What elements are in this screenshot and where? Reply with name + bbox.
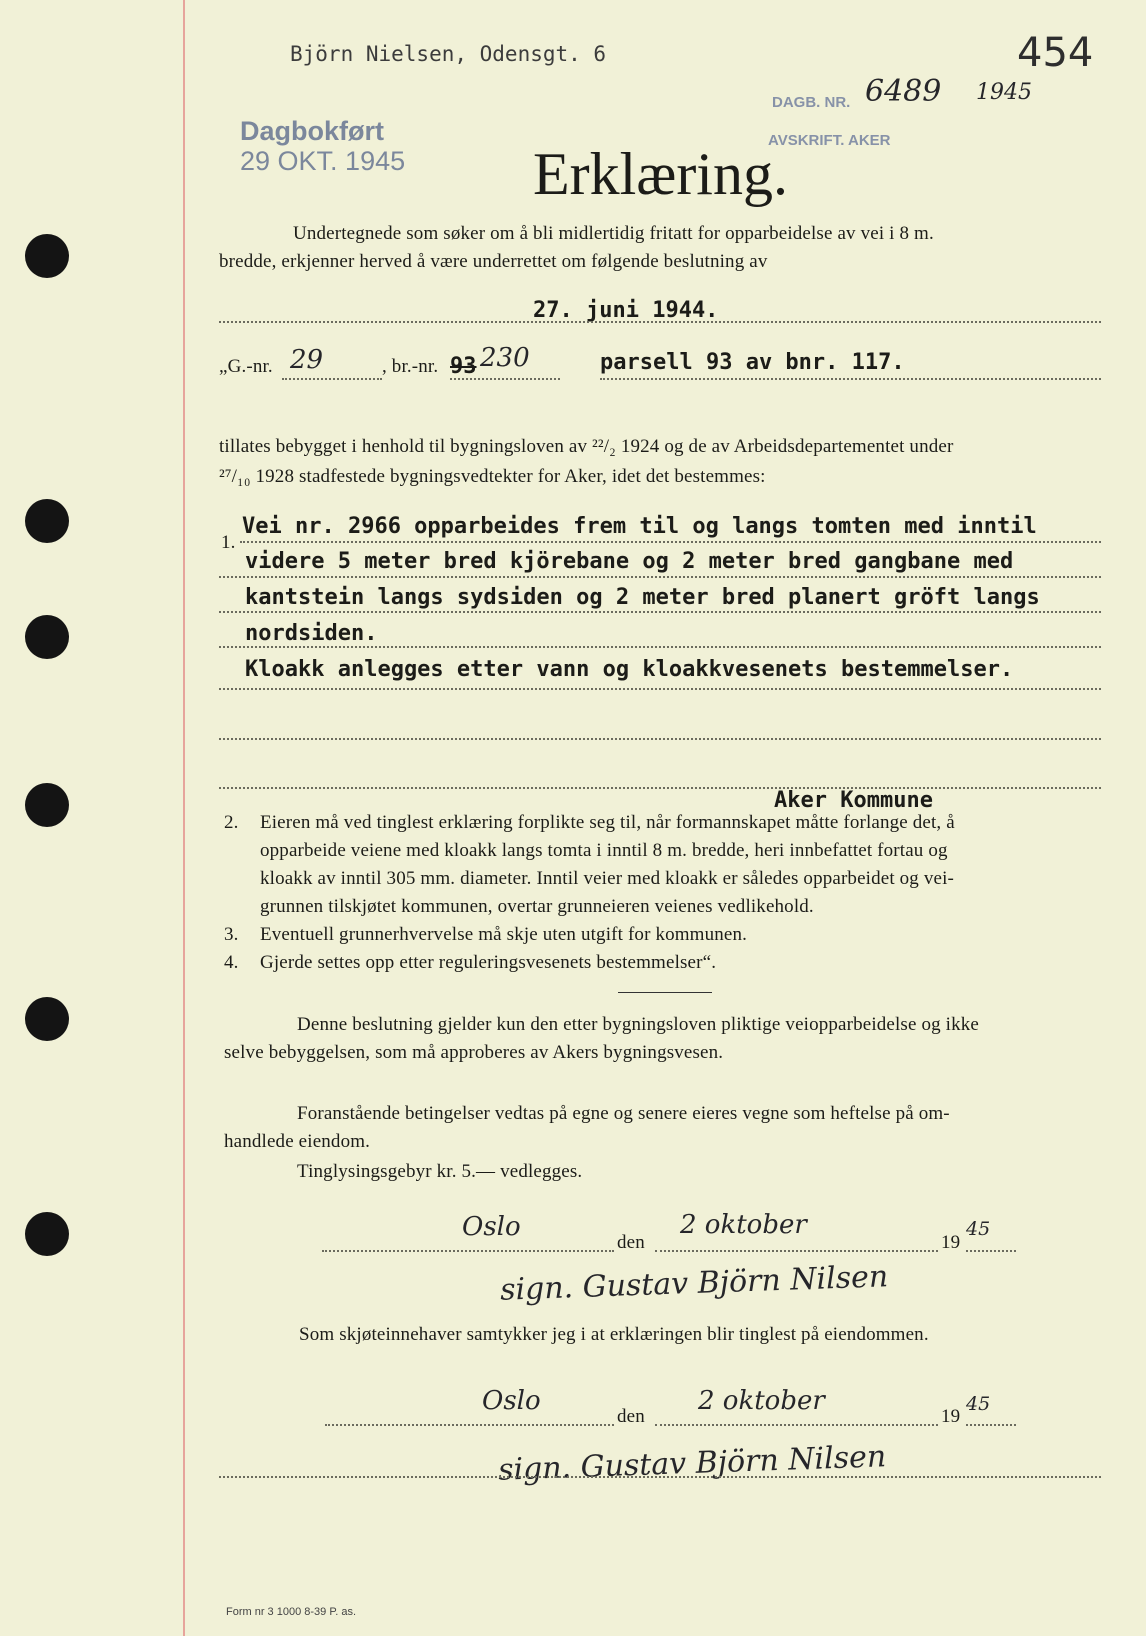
condition4-line: Gjerde settes opp etter reguleringsvesenets bestemmelser“. — [260, 952, 717, 973]
parcel-text: parsell 93 av bnr. 117. — [600, 350, 905, 375]
condition1-line: kantstein langs sydsiden og 2 meter bred planert gröft langs — [245, 585, 1040, 610]
dotted-line — [450, 378, 560, 380]
note-line: Denne beslutning gjelder kun den etter bygningsloven pliktige veiopparbeidelse og ikke — [297, 1014, 979, 1035]
permit-line: tillates bebygget i henhold til bygningsloven av ²²/₂ 1924 og de av Arbeidsdepartementet under — [219, 436, 954, 457]
condition3-line: Eventuell grunnerhvervelse må skje uten utgift for kommunen. — [260, 924, 748, 945]
permit-line: ²⁷/₁₀ 1928 stadfestede bygningsvedtekter for Aker, idet det bestemmes: — [219, 466, 766, 487]
margin-rule — [183, 0, 185, 1636]
signature-handwritten: sign. Gustav Björn Nilsen — [497, 1439, 887, 1488]
dotted-line — [219, 738, 1101, 740]
dotted-line — [219, 1476, 1101, 1478]
dotted-line — [219, 688, 1101, 690]
fee-line: Tinglysingsgebyr kr. 5.— vedlegges. — [297, 1161, 583, 1182]
date-handwritten: 2 oktober — [698, 1386, 825, 1416]
year-prefix: 19 — [941, 1406, 961, 1427]
dotted-line — [322, 1250, 614, 1252]
condition2-line: opparbeide veiene med kloakk langs tomta i inntil 8 m. bredde, heri innbefattet fortau og — [260, 840, 948, 861]
terms-line: Foranstående betingelser vedtas på egne og senere eieres vegne som heftelse på om- — [297, 1103, 950, 1124]
received-stamp-label: Dagbokført — [240, 116, 384, 146]
condition2-line: grunnen tilskjøtet kommunen, overtar grunneieren veienes vedlikehold. — [260, 896, 814, 917]
commune-overlay: Aker Kommune — [774, 788, 933, 813]
copy-stamp-label: AVSKRIFT. AKER — [768, 132, 891, 149]
condition1-line: Kloakk anlegges etter vann og kloakkvesenets bestemmelser. — [245, 657, 1014, 682]
sender-address: Björn Nielsen, Odensgt. 6 — [290, 42, 607, 66]
den-label: den — [617, 1232, 645, 1253]
condition1-line: nordsiden. — [245, 621, 378, 646]
bnr-struck-value: 93 — [450, 354, 477, 379]
bnr-value: 230 — [480, 343, 530, 373]
place-handwritten: Oslo — [482, 1386, 541, 1416]
year-prefix: 19 — [941, 1232, 961, 1253]
dotted-line — [219, 321, 1101, 323]
gnr-label: „G.-nr. — [219, 356, 273, 377]
date-handwritten: 2 oktober — [680, 1210, 807, 1240]
den-label: den — [617, 1406, 645, 1427]
punch-hole — [25, 997, 69, 1041]
condition-number: 4. — [224, 952, 239, 973]
dotted-line — [600, 378, 1101, 380]
gnr-value: 29 — [290, 345, 324, 375]
dotted-line — [655, 1424, 938, 1426]
dotted-line — [219, 787, 1101, 789]
form-footer: Form nr 3 1000 8-39 P. as. — [226, 1606, 357, 1618]
condition-number: 2. — [224, 812, 239, 833]
condition2-line: kloakk av inntil 305 mm. diameter. Inntil veier med kloakk er således opparbeidet og vei- — [260, 868, 954, 889]
page-number: 454 — [1017, 30, 1094, 76]
dagb-year: 1945 — [976, 80, 1032, 105]
year-handwritten: 45 — [966, 1393, 991, 1415]
signature-handwritten: sign. Gustav Björn Nilsen — [499, 1259, 889, 1308]
condition-number: 3. — [224, 924, 239, 945]
decision-date: 27. juni 1944. — [533, 298, 719, 323]
intro-line: bredde, erkjenner herved å være underrettet om følgende beslutning av — [219, 251, 768, 272]
intro-line: Undertegnede som søker om å bli midlertidig fritatt for opparbeidelse av vei i 8 m. — [293, 223, 934, 244]
dagb-number: 6489 — [865, 74, 942, 109]
bnr-label: , br.-nr. — [382, 356, 439, 377]
dotted-line — [240, 541, 1101, 543]
dotted-line — [966, 1250, 1016, 1252]
dagb-stamp-label: DAGB. NR. — [772, 94, 851, 111]
condition1-line: Vei nr. 2966 opparbeides frem til og langs tomten med inntil — [242, 514, 1037, 539]
note-line: selve bebyggelsen, som må approberes av Akers bygningsvesen. — [224, 1042, 724, 1063]
received-stamp-date: 29 OKT. 1945 — [240, 146, 406, 176]
condition-number: 1. — [221, 532, 236, 553]
punch-hole — [25, 499, 69, 543]
dotted-line — [282, 378, 382, 380]
condition1-line: videre 5 meter bred kjörebane og 2 meter bred gangbane med — [245, 549, 1014, 574]
year-handwritten: 45 — [966, 1218, 991, 1240]
dotted-line — [966, 1424, 1016, 1426]
dotted-line — [325, 1424, 614, 1426]
punch-hole — [25, 1212, 69, 1256]
dotted-line — [655, 1250, 938, 1252]
terms-line: handlede eiendom. — [224, 1131, 371, 1152]
dotted-line — [219, 576, 1101, 578]
condition2-line: Eieren må ved tinglest erklæring forplikte seg til, når formannskapet måtte forlange det, å — [260, 812, 955, 833]
place-handwritten: Oslo — [462, 1212, 521, 1242]
consent-line: Som skjøteinnehaver samtykker jeg i at erklæringen blir tinglest på eiendommen. — [299, 1324, 929, 1345]
punch-hole — [25, 615, 69, 659]
punch-hole — [25, 783, 69, 827]
punch-hole — [25, 234, 69, 278]
document-title: Erklæring. — [533, 141, 788, 207]
section-divider — [618, 992, 712, 993]
dotted-line — [219, 646, 1101, 648]
dotted-line — [219, 611, 1101, 613]
